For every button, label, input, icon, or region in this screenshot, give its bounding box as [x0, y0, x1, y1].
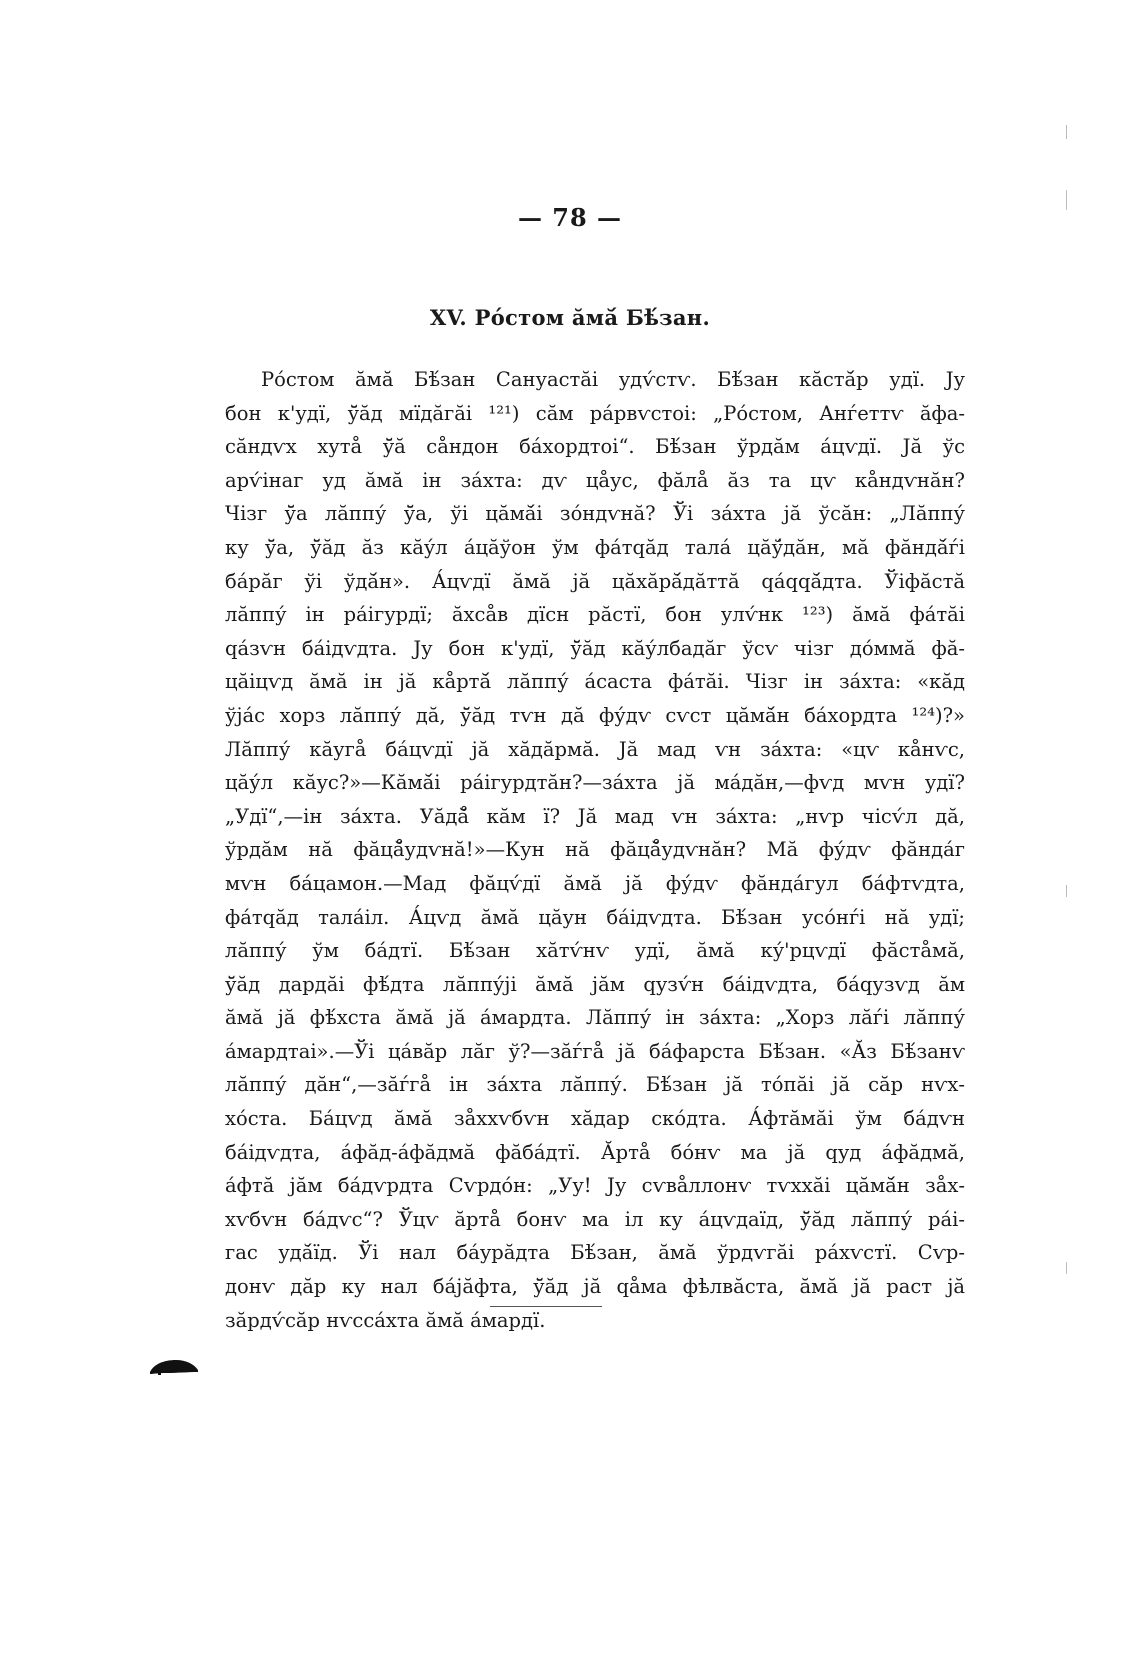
text-line: ў̆ӑд дардӑі фѣ́дта лӑппу́jі ӑмӑ jӑм qузѵ́н ба́ідѵдта, ба́qузѵд ӑм	[225, 972, 965, 996]
margin-mark	[1066, 1262, 1067, 1274]
text-line: „Удї“,—ін за́хта. Уӑдӑ̊ кӑм ї? Jӑ мад ѵн за́хта: „нѵр чісѵ́л дӑ,	[225, 804, 965, 828]
text-line: хѵбѵн ба́дѵс“? Ўцѵ ӑрта̊ бонѵ ма іл ку а́цѵдаїд, ў̆ӑд лӑппу́ ра́і-	[225, 1207, 965, 1231]
text-line: бон к'удї, ў̆ӑд мїдӑгӑі ¹²¹) сӑм ра́рвѵстоі: „Ро́стом, Анѓеттѵ ӑфа-	[225, 401, 965, 425]
text-line: Ро́стом ӑмӑ Бѣ́зан Сануастӑі удѵ́стѵ. Бѣ́зан кӑстӑ́р удї. Jу	[261, 368, 965, 391]
chapter-title: XV. Ро́стом ӑмӑ́ Бѣ́зан.	[429, 305, 711, 330]
text-line: цӑіцѵд ӑмӑ ін jӑ ка̊ртӑ́ лӑппу́ а́саста фа́тӑі. Чізг ін за́хта: «кӑд	[225, 670, 965, 694]
text-line: лӑппу́ ўм ба́дтї. Бѣ́зан хӑтѵ́нѵ удї, ӑмӑ ку́'рцѵдї фӑста̊мӑ,	[225, 939, 965, 963]
text-line: мѵн ба́цамон.—Мад фӑцѵ́дї ӑмӑ jӑ фу́дѵ фӑнда́гул ба́фтѵдта,	[225, 871, 965, 895]
margin-mark	[1066, 125, 1067, 139]
text-line: ӑмӑ jӑ фѣ́хста ӑмӑ jӑ а́мардта. Лӑппу́ ін за́хта: „Хорз лӑѓі лӑппу́	[225, 1006, 965, 1030]
text-line: ку ў̆а, ў̆ӑд ӑз кӑу́л а́цӑўон ўм фа́тqӑд тала́ цӑў́дӑн, мӑ фӑндӑ́ѓі	[225, 535, 965, 559]
text-line: ба́ідѵдта, а́фӑд-а́фӑдмӑ фӑба́дтї. Ӑрта̊ бо́нѵ ма jӑ qуд а́фӑдмӑ,	[225, 1140, 965, 1164]
text-line: qа́зѵн ба́ідѵдта. Jу бон к'удї, ў̆ӑд кӑу́лбадӑг ўсѵ чізг до́ммӑ фӑ-	[225, 636, 965, 660]
text-line: донѵ дӑр ку нал ба́jӑфта, ў̆ӑд jӑ qа̊ма фѣлвӑста, ӑмӑ jӑ раст jӑ	[225, 1275, 965, 1299]
text-line: зӑрдѵ́сӑр нѵсса́хта ӑмӑ а́мардї.	[225, 1308, 546, 1332]
text-line: ўjа́с хорз лӑппу́ дӑ, ў̆ӑд тѵн дӑ фу́дѵ сѵст цӑмӑ́н ба́хордта ¹²⁴)?»	[225, 703, 965, 727]
text-line: Лӑппу́ кӑуга̊ бáцѵдї jӑ хӑдӑрмӑ. Jӑ мад ѵн за́хта: «цѵ ка̊нѵс,	[225, 737, 965, 761]
text-line: гас удӑ́їд. Ўі нал ба́урӑдта Бѣ́зан, ӑмӑ ўрдѵгӑі ра́хѵстї. Сѵр-	[225, 1241, 965, 1265]
text-line: фа́тqӑд тала́іл. А́цѵд ӑмӑ цӑун ба́ідѵдта. Бѣ́зан усо́нѓі нӑ удї;	[225, 905, 965, 929]
text-line: ўрдӑм нӑ фӑцӑ̊удѵнӑ!»—Кун нӑ фӑцӑ̊удѵнӑн? Мӑ фу́дѵ фӑнда́г	[225, 838, 965, 862]
text-line: лӑппу́ ін ра́ігурдї; ӑхса̊в дїсн рӑстї, бон улѵ́нк ¹²³) ӑмӑ фа́тӑі	[225, 603, 965, 627]
end-divider	[490, 1306, 602, 1307]
text-line: арѵ́інаг уд ӑмӑ ін за́хта: дѵ ца̊ус, фӑла̊ ӑз та цѵ ка̊ндѵнӑн?	[225, 468, 965, 492]
text-line: сӑндѵх хута̊ ў̆ӑ са̊ндон бáхордтоі“. Бѣ́зан ўрдӑм а́цѵдї. Jӑ ўс	[225, 435, 965, 459]
text-line: цӑу́л кӑус?»—Кӑмӑ́і ра́ігурдтӑн?—за́хта jӑ ма́дӑн,—фѵд мѵн удї?	[225, 771, 965, 795]
text-line: а́мардтаі».—Ўі ца́вӑр лӑг ў?—зӑѓга̊ jӑ ба́фарста Бѣ́зан. «Ӑз Бѣ́занѵ	[225, 1039, 965, 1063]
margin-mark	[1066, 190, 1067, 210]
margin-mark	[1066, 885, 1067, 897]
text-line: лӑппу́ дӑн“,—зӑѓга̊ ін за́хта лӑппу́. Бѣ́зан jӑ то́пӑі jӑ сӑр нѵх-	[225, 1073, 965, 1097]
page-number: — 78 —	[517, 203, 623, 232]
ink-blot-mark	[148, 1356, 200, 1376]
text-line: а́фтӑ jӑм ба́дѵрдта Сѵрдо́н: „Уу! Jу сѵва̊ллонѵ тѵххӑі цӑмӑ́н за̊х-	[225, 1174, 965, 1198]
text-line: хо́ста. Ба́цѵд ӑмӑ за̊ххѵбѵн хӑдар ско́дта. А́фтӑмӑі ўм ба́дѵн	[225, 1107, 965, 1131]
text-line: Чізг ў̆а лӑппу́ ў̆а, ўі цӑмӑ́і зо́ндѵнӑ? Ўі за́хта jӑ ўсӑн: „Лӑппу́	[225, 502, 965, 526]
body-text	[225, 363, 965, 1337]
text-line: ба́рӑг ўі ўдӑ́н». А́цѵдї ӑмӑ jӑ цӑхӑрӑ́дӑттӑ qа́qqӑ́дта. Ўіфӑстӑ	[225, 569, 965, 593]
